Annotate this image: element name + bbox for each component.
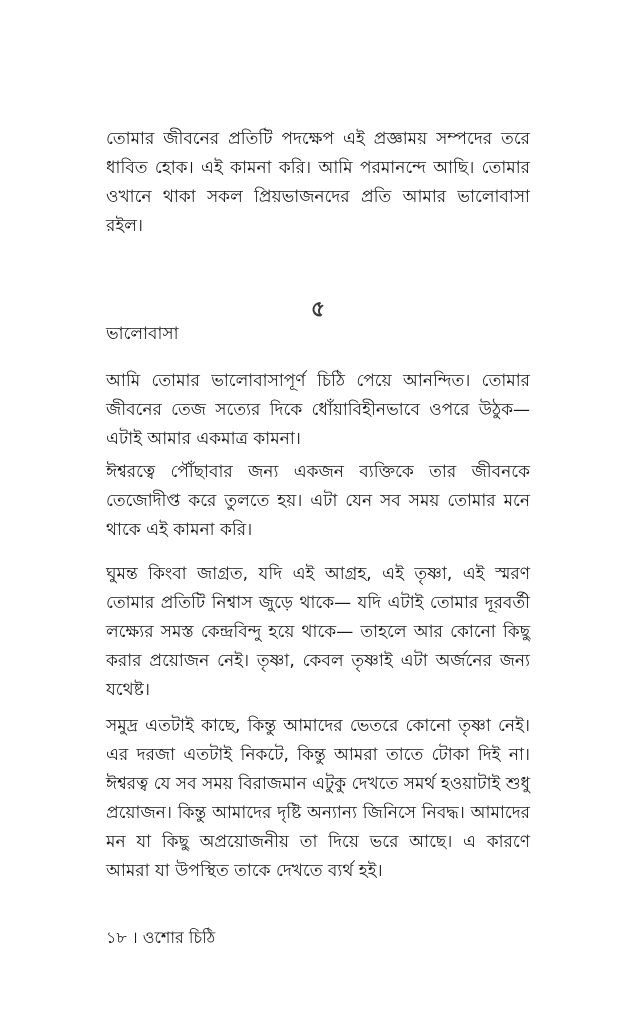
letter-salutation: ভালোবাসা xyxy=(106,324,179,344)
letter-number: ৫ xyxy=(310,297,326,322)
book-title: ওশোর চিঠি xyxy=(142,928,216,947)
page-number: ১৮ xyxy=(106,928,127,947)
letter-paragraph-1: আমি তোমার ভালোবাসাপূর্ণ চিঠি পেয়ে আনন্দিত। তোমার জীবনের তেজ সত্যের দিকে ধোঁয়াবিহীনভাবে ওপরে উঠুক— এটাই আমার একমাত্র কামনা। xyxy=(106,371,530,449)
letter-paragraph-3: ঘুমন্ত কিংবা জাগ্রত, যদি এই আগ্রহ, এই তৃষ্ণা, এই স্মরণ তোমার প্রতিটি নিশ্বাস জুড়ে থাকে— যদি এটাই তোমার দূরবর্তী লক্ষ্যের সমস্ত কেন্দ্রবিন্দু হয়ে থাকে— তাহলে আর কোনো কিছু করার প্রয়োজন নেই। তৃষ্ণা, কেবল তৃষ্ণাই এটা অর্জনের জন্য যথেষ্ট। xyxy=(106,564,530,700)
letter-paragraph-2: ঈশ্বরত্বে পৌঁছাবার জন্য একজন ব্যক্তিকে তার জীবনকে তেজোদীপ্ত করে তুলতে হয়। এটা যেন সব সময় তোমার মনে থাকে এই কামনা করি। xyxy=(106,462,530,540)
footer-separator: । xyxy=(131,928,138,947)
letter-paragraph-4: সমুদ্র এতটাই কাছে, কিন্তু আমাদের ভেতরে কোনো তৃষ্ণা নেই। এর দরজা এতটাই নিকটে, কিন্তু আমরা তাতে টোকা দিই না। ঈশ্বরত্ব যে সব সময় বিরাজমান এটুকু দেখতে সমর্থ হওয়াটাই শুধু প্রয়োজন। কিন্তু আমাদের দৃষ্টি অন্যান্য জিনিসে নিবদ্ধ। আমাদের মন যা কিছু অপ্রয়োজনীয় তা দিয়ে ভরে আছে। এ কারণে আমরা যা উপস্থিত তাকে দেখতে ব্যর্থ হই। xyxy=(106,716,530,881)
page-footer xyxy=(106,926,215,950)
continuation-paragraph: তোমার জীবনের প্রতিটি পদক্ষেপ এই প্রজ্ঞাময় সম্পদের তরে ধাবিত হোক। এই কামনা করি। আমি পরমানন্দে আছি। তোমার ওখানে থাকা সকল প্রিয়ভাজনদের প্রতি আমার ভালোবাসা রইল। xyxy=(106,129,530,236)
